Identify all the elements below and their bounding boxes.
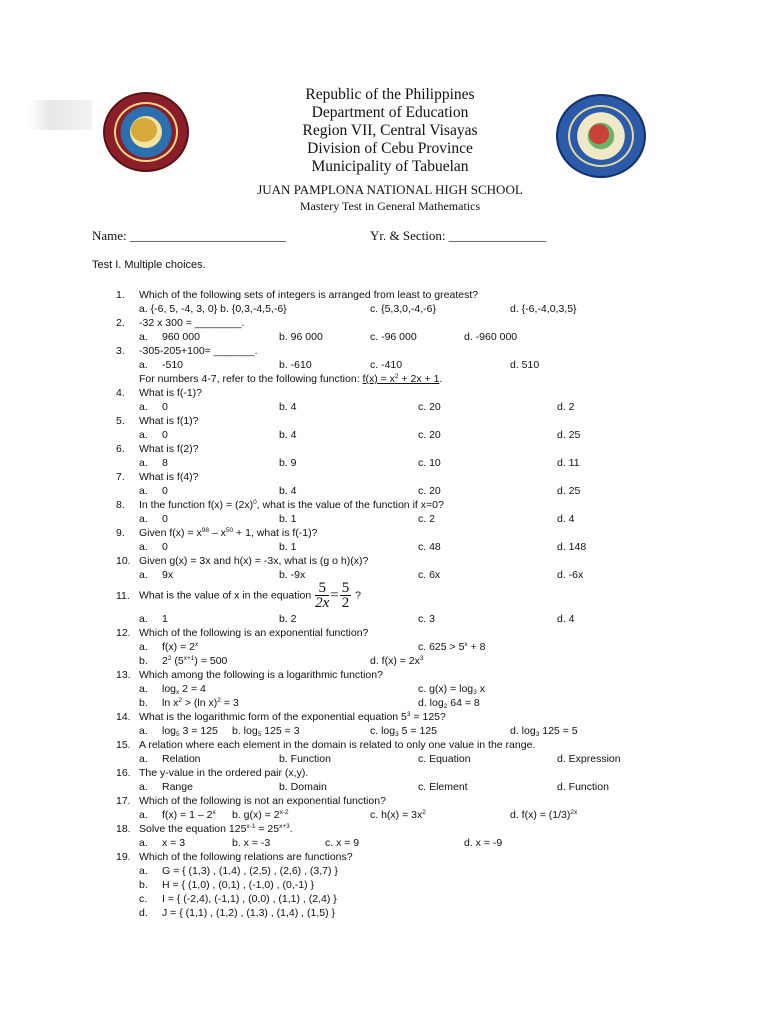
- question-row: [0, 414, 768, 428]
- question-text: Solve the equation $125^{x-1} = 25^{x+3}$.: [139, 823, 293, 835]
- question-row: [0, 822, 768, 836]
- question-row: [0, 344, 768, 358]
- options-row: [0, 400, 768, 414]
- option-d: d. -960 000: [464, 331, 518, 343]
- options-row: [0, 612, 768, 626]
- option-letter: a.: [139, 865, 148, 877]
- option-letter: a.: [139, 725, 148, 737]
- question-row: [0, 626, 768, 640]
- option-c: c. Element: [418, 781, 468, 793]
- option-d: d. 148: [557, 541, 587, 553]
- option-letter: a.: [139, 781, 148, 793]
- question-number: 11.: [116, 590, 130, 602]
- options-row: [0, 428, 768, 442]
- option-letter: b.: [139, 879, 148, 891]
- option-letter: a.: [139, 809, 148, 821]
- test-instruction: Test I. Multiple choices.: [92, 259, 206, 271]
- option-c: c. 2: [418, 513, 435, 525]
- options-row: [0, 752, 768, 766]
- question-number: 9.: [116, 527, 125, 539]
- fraction: $\frac{5}{2x}$: [315, 580, 330, 611]
- question-text: Which of the following is an exponential function?: [139, 627, 369, 639]
- options-row: [0, 512, 768, 526]
- question-number: 15.: [116, 739, 131, 751]
- options-row: [0, 540, 768, 554]
- option-b: b. $g(x) = 2^{x-2}$: [232, 809, 289, 821]
- option-a: a. {-6, 5, -4, 3, 0} b. {0,3,-4,5,-6}: [139, 303, 287, 315]
- option-d: d. 4: [557, 613, 575, 625]
- question-text: What is the value of x in the equation $\frac{5}{2x}$ = $\frac{5}{2}$ ?: [139, 580, 362, 611]
- letterhead-line: Region VII, Central Visayas: [302, 122, 478, 139]
- question-number: 12.: [116, 627, 131, 639]
- option-a: 8: [162, 457, 168, 469]
- option-letter: d.: [139, 907, 148, 919]
- question-row: [0, 288, 768, 302]
- letterhead-line: Department of Education: [311, 104, 469, 121]
- option-b: b. 4: [279, 485, 297, 497]
- deped-seal-logo: [103, 92, 189, 172]
- option-c: c. $625 > 5^x + 8$: [418, 641, 486, 653]
- option-a: -510: [162, 359, 184, 371]
- section-field: Yr. & Section: _______________: [370, 228, 547, 243]
- question-number: 6.: [116, 443, 125, 455]
- options-row: [0, 808, 768, 822]
- question-row: [0, 794, 768, 808]
- question-row: [0, 386, 768, 400]
- option-c: c. Equation: [418, 753, 471, 765]
- option-d: d. 11: [557, 457, 580, 469]
- fraction: $\frac{5}{2}$: [341, 580, 350, 611]
- option-c: c. 48: [418, 541, 441, 553]
- option-letter: a.: [139, 837, 148, 849]
- options-row: [0, 654, 768, 668]
- option-d: d. 25: [557, 429, 581, 441]
- option-d: J = { (1,1) , (1,2) , (1,3) , (1,4) , (1,5) }: [162, 907, 336, 919]
- option-b: b. 1: [279, 513, 297, 525]
- option-a: 960 000: [162, 331, 200, 343]
- option-a: 1: [162, 613, 168, 625]
- question-number: 7.: [116, 471, 125, 483]
- option-b: b. 96 000: [279, 331, 323, 343]
- question-row: [0, 442, 768, 456]
- option-letter: a.: [139, 359, 148, 371]
- name-field: Name: ________________________: [92, 228, 286, 243]
- option-letter: c.: [139, 893, 148, 905]
- options-row: [0, 878, 768, 892]
- options-row: [0, 724, 768, 738]
- option-c: c. 20: [418, 401, 441, 413]
- option-letter: a.: [139, 513, 148, 525]
- question-row: [0, 850, 768, 864]
- option-a: Relation: [162, 753, 201, 765]
- option-d: d. Expression: [557, 753, 621, 765]
- option-b: b. 4: [279, 429, 297, 441]
- option-d: d. $f(x) = (1/3)^{2x}$: [510, 809, 578, 821]
- option-a: 0: [162, 429, 168, 441]
- question-text: What is f(-1)?: [139, 387, 203, 399]
- test-title: Mastery Test in General Mathematics: [299, 199, 481, 213]
- question-text: What is the logarithmic form of the exponential equation $5^3 = 125$?: [139, 711, 446, 723]
- option-a: G = { (1,3) , (1,4) , (2,5) , (2,6) , (3,7) }: [162, 865, 338, 877]
- option-letter: a.: [139, 753, 148, 765]
- options-row: [0, 484, 768, 498]
- option-b: b. 4: [279, 401, 297, 413]
- options-row: [0, 892, 768, 906]
- option-c: c. 3: [418, 613, 435, 625]
- option-b: $\ln x^2 > (\ln$ x)$^2$ = 3: [162, 697, 239, 709]
- question-text: Given g(x) = 3x and h(x) = -3x, what is (g o h)(x)?: [139, 555, 369, 567]
- division-cebu-seal-logo: [556, 94, 646, 178]
- question-text: Given $f(x) = x^{98} - x^{50} + 1$, what is f(-1)?: [139, 527, 318, 539]
- option-c: c. $h(x) = 3x^2$: [370, 809, 426, 821]
- question-row: [0, 766, 768, 780]
- option-d: d. $f(x) = 2x^3$: [370, 655, 424, 667]
- option-letter: a.: [139, 401, 148, 413]
- question-row: [0, 582, 768, 610]
- options-row: [0, 568, 768, 582]
- question-number: 10.: [116, 555, 131, 567]
- option-d: d. $\log_2 64 = 8$: [418, 697, 480, 710]
- question-text: -305-205+100= _______.: [139, 345, 258, 357]
- option-d: d. x = -9: [464, 837, 503, 849]
- options-row: [0, 696, 768, 710]
- question-number: 13.: [116, 669, 131, 681]
- options-row: [0, 302, 768, 316]
- function-definition: $f(x) = x^2 + 2x + 1$: [362, 373, 440, 385]
- question-row: [0, 554, 768, 568]
- question-number: 14.: [116, 711, 131, 723]
- option-a: 0: [162, 513, 168, 525]
- question-number: 8.: [116, 499, 125, 511]
- option-a: x = 3: [162, 837, 186, 849]
- note-text: For numbers 4-7, refer to the following function: $f(x) = x^2 + 2x + 1$.: [139, 373, 443, 385]
- option-b: $2^2$ $(5^{x+1}) = 500$: [162, 655, 228, 667]
- option-a: $\log_5 3 = 125$: [162, 725, 218, 738]
- option-c: c. x = 9: [325, 837, 360, 849]
- question-number: 16.: [116, 767, 131, 779]
- option-c: c. $g(x) = \log_3 x$: [418, 683, 485, 696]
- option-b: b. x = -3: [232, 837, 271, 849]
- option-letter: a.: [139, 569, 148, 581]
- option-b: b. $\log_5 125 = 3$: [232, 725, 300, 738]
- options-row: [0, 330, 768, 344]
- question-row: [0, 738, 768, 752]
- options-row: [0, 640, 768, 654]
- option-a: 0: [162, 401, 168, 413]
- option-letter: a.: [139, 641, 148, 653]
- question-text: -32 x 300 = ________.: [139, 317, 245, 329]
- question-number: 1.: [116, 289, 125, 301]
- instruction-note: [0, 372, 768, 386]
- question-number: 18.: [116, 823, 131, 835]
- option-d: d. -6x: [557, 569, 584, 581]
- option-c: c. {5,3,0,-4,-6}: [370, 303, 436, 315]
- scan-smudge: [28, 100, 92, 130]
- question-row: [0, 470, 768, 484]
- options-row: [0, 906, 768, 920]
- option-d: d. 25: [557, 485, 581, 497]
- options-row: [0, 780, 768, 794]
- question-list: [0, 288, 768, 920]
- option-d: d. {-6,-4,0,3,5}: [510, 303, 577, 315]
- option-d: d. 4: [557, 513, 575, 525]
- question-number: 2.: [116, 317, 125, 329]
- option-letter: a.: [139, 541, 148, 553]
- option-d: d. 510: [510, 359, 540, 371]
- options-row: [0, 836, 768, 850]
- option-d: d. Function: [557, 781, 609, 793]
- option-letter: b.: [139, 655, 148, 667]
- option-c: c. -410: [370, 359, 403, 371]
- option-c: I = { (-2,4), (-1,1) , (0,0) , (1,1) , (2,4) }: [162, 893, 337, 905]
- option-c: c. 20: [418, 429, 441, 441]
- option-c: c. 10: [418, 457, 441, 469]
- option-c: c. -96 000: [370, 331, 417, 343]
- question-number: 5.: [116, 415, 125, 427]
- question-row: [0, 668, 768, 682]
- option-a: 9x: [162, 569, 174, 581]
- question-number: 4.: [116, 387, 125, 399]
- options-row: [0, 864, 768, 878]
- option-b: b. Function: [279, 753, 331, 765]
- question-text: What is f(1)?: [139, 415, 199, 427]
- option-a: f(x) = 1 – 2$^x$: [162, 809, 216, 821]
- option-b: b. 9: [279, 457, 297, 469]
- question-text: Which among the following is a logarithmic function?: [139, 669, 383, 681]
- letterhead: [230, 86, 550, 176]
- question-number: 17.: [116, 795, 131, 807]
- option-b: b. -9x: [279, 569, 306, 581]
- option-d: d. $\log_3 125 = 5$: [510, 725, 578, 738]
- option-letter: a.: [139, 485, 148, 497]
- option-c: c. 6x: [418, 569, 441, 581]
- option-c: c. $\log_3 5 = 125$: [370, 725, 437, 738]
- option-letter: a.: [139, 613, 148, 625]
- question-row: [0, 710, 768, 724]
- question-row: [0, 526, 768, 540]
- options-row: [0, 682, 768, 696]
- question-text: In the function $f(x) = (2x)^0$, what is the value of the function if x=0?: [139, 499, 444, 511]
- question-text: What is f(4)?: [139, 471, 199, 483]
- option-letter: a.: [139, 331, 148, 343]
- question-text: The y-value in the ordered pair (x,y).: [139, 767, 309, 779]
- option-letter: a.: [139, 457, 148, 469]
- letterhead-line: Municipality of Tabuelan: [311, 158, 469, 175]
- option-letter: b.: [139, 697, 148, 709]
- question-text: What is f(2)?: [139, 443, 199, 455]
- option-a: $f(x) = 2^x$: [162, 641, 199, 653]
- option-b: H = { (1,0) , (0,1) , (-1,0) , (0,-1) }: [162, 879, 315, 891]
- option-b: b. -610: [279, 359, 312, 371]
- letterhead-line: Division of Cebu Province: [307, 140, 473, 157]
- question-text: Which of the following is not an exponential function?: [139, 795, 386, 807]
- option-b: b. 2: [279, 613, 297, 625]
- school-name: JUAN PAMPLONA NATIONAL HIGH SCHOOL: [257, 182, 523, 197]
- school-block: [180, 182, 600, 214]
- option-d: d. 2: [557, 401, 575, 413]
- letterhead-line: Republic of the Philippines: [305, 86, 475, 103]
- option-letter: a.: [139, 429, 148, 441]
- option-a: 0: [162, 541, 168, 553]
- option-c: c. 20: [418, 485, 441, 497]
- question-text: Which of the following relations are functions?: [139, 851, 353, 863]
- question-text: A relation where each element in the domain is related to only one value in the range.: [139, 739, 536, 751]
- options-row: [0, 456, 768, 470]
- option-b: b. Domain: [279, 781, 327, 793]
- option-a: Range: [162, 781, 193, 793]
- options-row: [0, 358, 768, 372]
- question-row: [0, 498, 768, 512]
- option-a: $\log_x 2 = 4$: [162, 683, 206, 696]
- question-text: Which of the following sets of integers is arranged from least to greatest?: [139, 289, 479, 301]
- option-letter: a.: [139, 683, 148, 695]
- option-b: b. 1: [279, 541, 297, 553]
- question-row: [0, 316, 768, 330]
- question-number: 19.: [116, 851, 131, 863]
- option-a: 0: [162, 485, 168, 497]
- question-number: 3.: [116, 345, 125, 357]
